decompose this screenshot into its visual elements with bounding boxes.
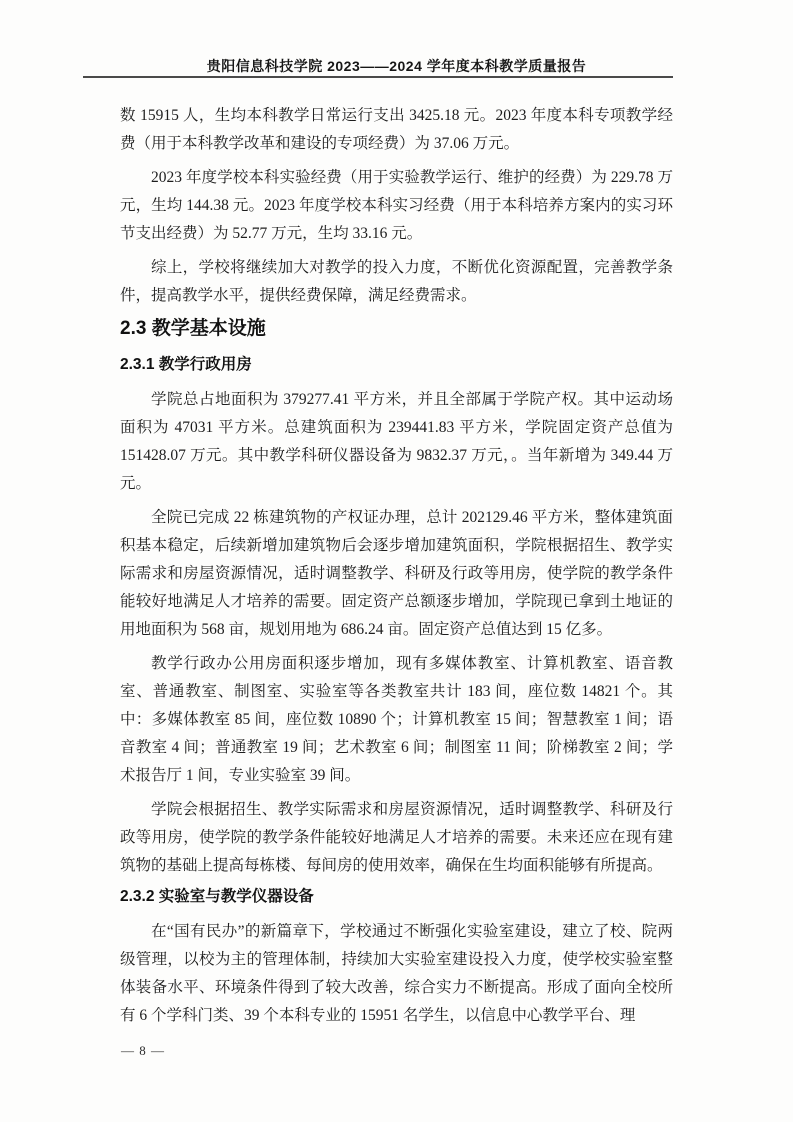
paragraph-classrooms: 教学行政办公用房面积逐步增加，现有多媒体教室、计算机教室、语音教室、普通教室、制图室、实验室等各类教室共计 183 间，座位数 14821 个。其中：多媒体教室 85 间，座位数 10890 个；计算机教室 15 间；智慧教室 1 间；语音教室 4 间；普通教室 19 间；艺术教室 6 间；制图室 11 间；阶梯教室 2 间；学术报告厅 1 间，专业实验室 39 间。 [120, 655, 673, 784]
running-header-title: 贵阳信息科技学院 2023——2024 学年度本科教学质量报告 [206, 58, 587, 74]
paragraph-room-adjustment: 学院会根据招生、教学实际需求和房屋资源情况，适时调整教学、科研及行政等用房，使学院的教学条件能较好地满足人才培养的需要。未来还应在现有建筑物的基础上提高每栋楼、每间房的使用效率，确保在生均面积能够有所提高。 [120, 801, 673, 874]
paragraph-laboratory: 在“国有民办”的新篇章下，学校通过不断强化实验室建设，建立了校、院两级管理，以校为主的管理体制，持续加大实验室建设投入力度，使学校实验室整体装备水平、环境条件得到了较大改善，综合实力不断提高。形成了面向全校所有 6 个学科门类、39 个本科专业的 15951 名学生，以信息中心教学平台、理 [120, 923, 673, 1024]
paragraph-experiment-funds: 2023 年度学校本科实验经费（用于实验教学运行、维护的经费）为 229.78 万元，生均 144.38 元。2023 年度学校本科实习经费（用于本科培养方案内的实习环节支出经费）为 52.77 万元，生均 33.16 元。 [120, 169, 673, 242]
section-heading-2-3: 2.3 教学基本设施 [120, 318, 266, 339]
subsection-heading-2-3-1: 2.3.1 教学行政用房 [120, 356, 252, 373]
paragraph-property-cert: 全院已完成 22 栋建筑物的产权证办理，总计 202129.46 平方米，整体建筑面积基本稳定，后续新增加建筑物后会逐步增加建筑面积，学院根据招生、教学实际需求和房屋资源情况，适时调整教学、科研及行政等用房，使学院的教学条件能较好地满足人才培养的需要。固定资产总额逐步增加，学院现已拿到土地证的用地面积为 568 亩，规划用地为 686.24 亩。固定资产总值达到 15 亿多。 [120, 509, 673, 638]
header-rule [83, 76, 673, 78]
subsection-heading-2-3-2: 2.3.2 实验室与教学仪器设备 [120, 888, 314, 905]
paragraph-summary: 综上，学校将继续加大对教学的投入力度，不断优化资源配置，完善教学条件，提高教学水平，提供经费保障，满足经费需求。 [120, 259, 673, 304]
paragraph-budget-continued: 数 15915 人，生均本科教学日常运行支出 3425.18 元。2023 年度本科专项教学经费（用于本科教学改革和建设的专项经费）为 37.06 万元。 [120, 107, 673, 152]
page-number: — 8 — [121, 1043, 165, 1058]
document-body [120, 102, 673, 1036]
paragraph-campus-area: 学院总占地面积为 379277.41 平方米，并且全部属于学院产权。其中运动场面积为 47031 平方米。总建筑面积为 239441.83 平方米，学院固定资产总值为 151428.07 万元。其中教学科研仪器设备为 9832.37 万元，。当年新增为 349.44 万元。 [120, 391, 673, 492]
